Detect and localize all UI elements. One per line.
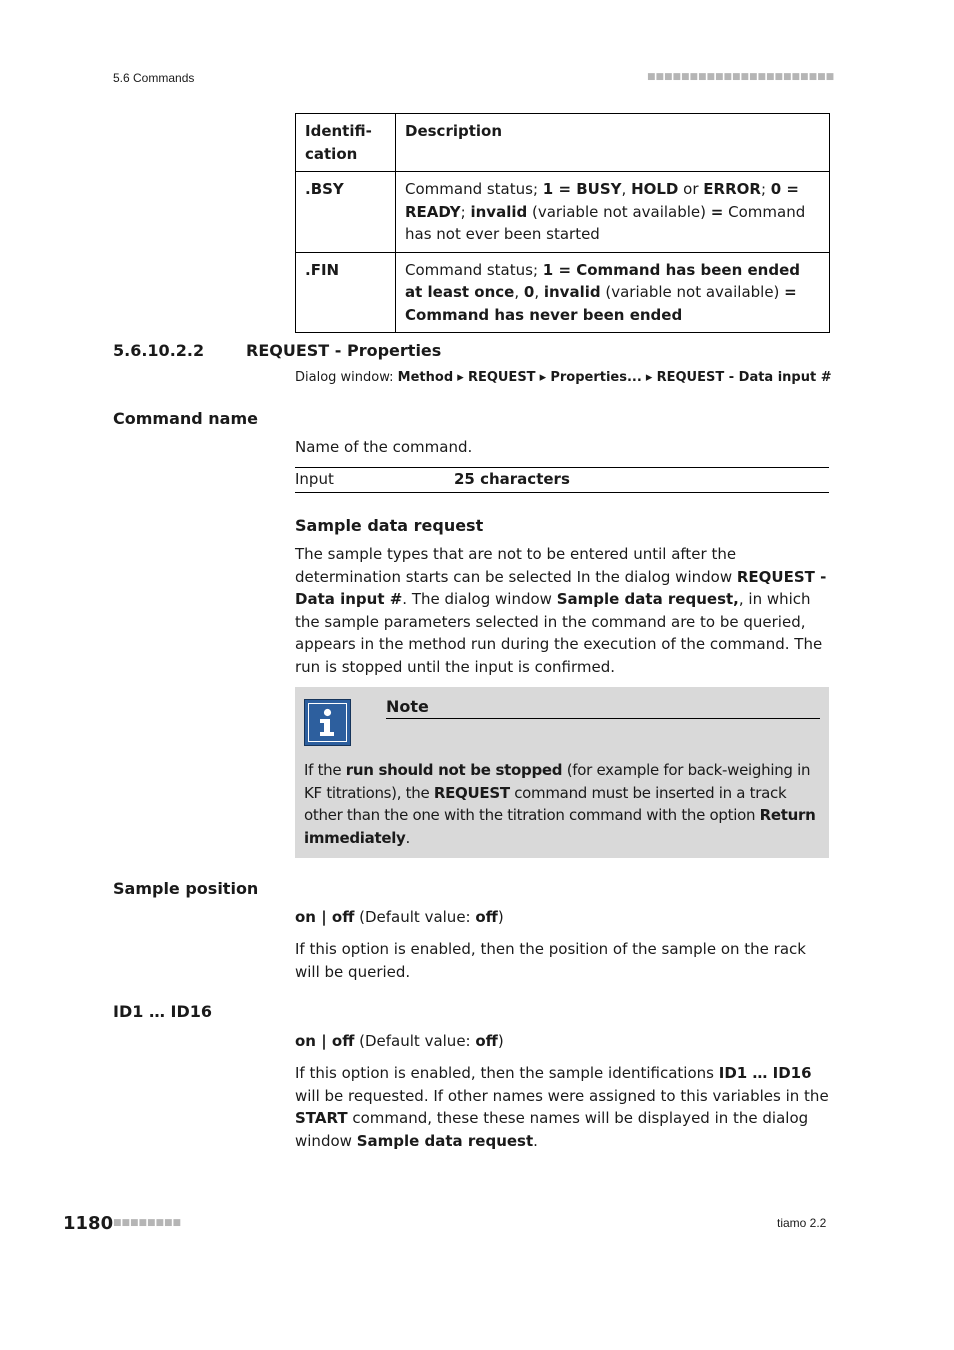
sample-position-description: If this option is enabled, then the position of the sample on the rack will be queried.	[295, 940, 806, 981]
header-dots: ■■■■■■■■■■■■■■■■■■■■■■	[647, 72, 835, 82]
section-number: 5.6.10.2.2	[113, 341, 205, 360]
running-header-section: 5.6 Commands	[113, 71, 195, 85]
sample-position-label: Sample position	[113, 879, 259, 898]
table-cell-id: .BSY	[296, 172, 396, 253]
table-cell-description: Command status; 1 = BUSY, HOLD or ERROR; 0 = READY; invalid (variable not available) = Command has not ever been started	[396, 172, 830, 253]
command-name-label: Command name	[113, 409, 258, 428]
id-fields-description: If this option is enabled, then the sample identifications ID1 … ID16 will be requested. If other names were assigned to this variables in the START command, these these names will be displayed in the dialog window Sample data request.	[295, 1064, 829, 1150]
input-key: Input	[295, 470, 334, 488]
table-cell-id: .FIN	[296, 252, 396, 333]
note-box	[295, 687, 829, 858]
footer-dots: ■■■■■■■■	[113, 1218, 182, 1228]
sample-data-request-heading: Sample data request	[295, 516, 484, 535]
sample-position-default: on | off (Default value: off)	[295, 908, 504, 926]
table-row	[296, 172, 830, 253]
section-title: REQUEST - Properties	[246, 341, 442, 360]
table-header-row	[296, 114, 830, 172]
note-title: Note	[386, 697, 429, 716]
sample-data-request-text: The sample types that are not to be entered until after the determination starts can be selected In the dialog window REQUEST - Data input #. The dialog window Sample data request,, in which the sample parameters selected in the command are to be queried, appears in the method run during the execution of the command. The run is stopped until the input is confirmed.	[295, 545, 827, 676]
page-number: 1180	[63, 1213, 114, 1234]
table-header-description: Description	[396, 114, 830, 172]
info-icon	[304, 699, 351, 746]
command-name-description: Name of the command.	[295, 438, 473, 456]
input-spec-row	[295, 467, 829, 493]
dialog-path: Dialog window: Method ▸ REQUEST ▸ Properties... ▸ REQUEST - Data input #	[295, 370, 832, 385]
identification-table	[295, 113, 830, 333]
note-text: If the run should not be stopped (for example for back-weighing in KF titrations), the REQUEST command must be inserted in a track other than the one with the titration command with the option Return immediately.	[304, 761, 816, 847]
note-divider	[386, 718, 820, 719]
input-value: 25 characters	[454, 470, 570, 488]
table-header-identification: Identifi- cation	[296, 114, 396, 172]
product-name: tiamo 2.2	[777, 1216, 827, 1230]
id-fields-label: ID1 … ID16	[113, 1002, 213, 1021]
id-fields-default: on | off (Default value: off)	[295, 1032, 504, 1050]
table-cell-description: Command status; 1 = Command has been ended at least once, 0, invalid (variable not available) = Command has never been ended	[396, 252, 830, 333]
table-row	[296, 252, 830, 333]
